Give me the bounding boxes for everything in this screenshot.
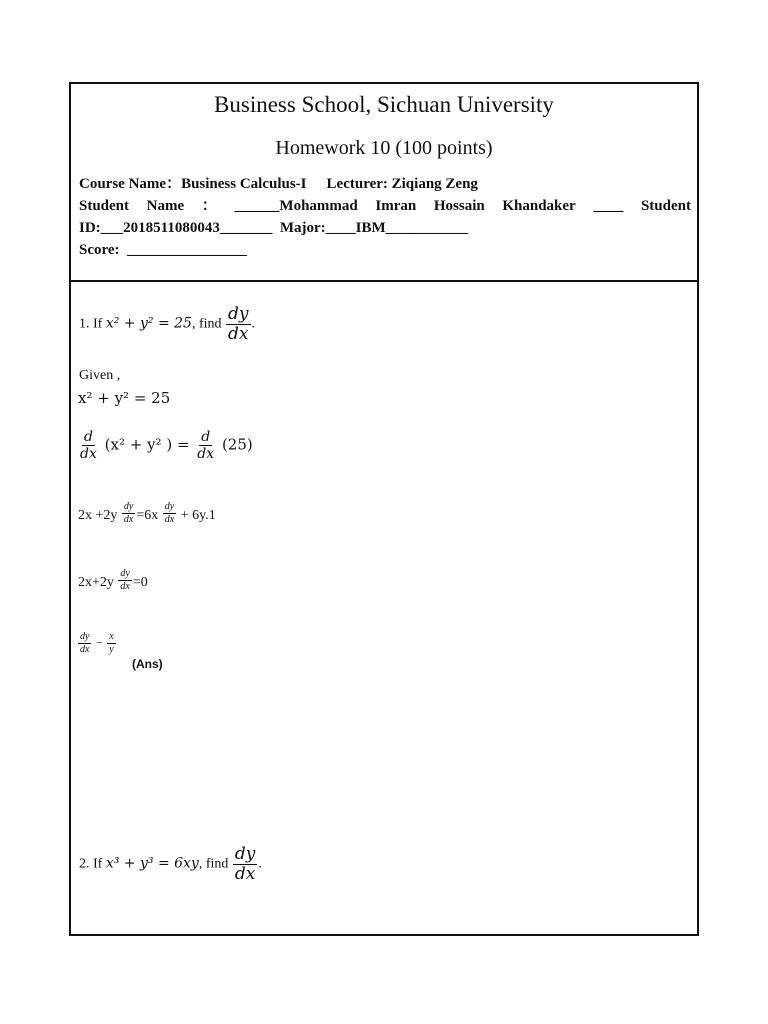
student-name-word: ______Mohammad [234,198,358,214]
lecturer-name: Lecturer: Ziqiang Zeng [326,176,478,192]
d-over-dx-right [195,430,216,461]
derivative-equation [77,430,253,461]
frac-denominator: dx [123,514,134,525]
step-2-frac-2 [163,502,176,525]
answer-minus: − [95,635,103,650]
d-over-dx-left [78,430,99,461]
question-2-derivative [233,846,258,883]
student-name-word: Student [79,198,130,214]
step-3-part-a: 2x+2y [78,575,114,590]
question-1-derivative [226,306,251,343]
frac-numerator: dy [80,631,90,642]
question-1-prefix: 1. If [79,316,103,332]
frac-numerator: dy [120,568,130,579]
given-label: Given , [79,368,121,383]
student-name-word: Imran [375,198,417,214]
question-2-equation: x³ + y³ = 6xy [105,855,199,872]
question-1 [79,306,255,343]
question-1-find: , find [191,316,222,332]
student-name-word: ： [201,198,217,214]
answer-line [77,632,117,655]
derivative-rhs: (25) [221,435,253,454]
question-1-period: . [251,316,255,332]
step-2-part-c: + 6y.1 [180,508,216,523]
student-name-word: Student [640,198,691,214]
frac-denominator: dx [228,324,249,344]
question-2-period: . [258,856,262,872]
frac-numerator: dy [123,501,134,512]
student-name-line [79,195,691,217]
student-id-line: ID:___2018511080043_______ Major:____IBM___________ [79,220,469,236]
course-line [79,173,691,195]
question-1-equation: x² + y² = 25 [105,315,192,332]
header-divider [71,280,697,282]
frac-denominator: dx [164,514,175,525]
student-name-word: Hossain [433,198,485,214]
frac-denominator: dx [120,581,130,592]
step-3 [78,569,148,592]
score-line: Score: ________________ [79,242,248,258]
given-equation: x² + y² = 25 [78,389,171,407]
frac-numerator: dy [228,304,249,324]
frac-numerator: x [109,631,114,642]
step-3-part-b: =0 [132,575,148,590]
frac-denominator: dx [197,446,215,462]
step-2-part-a: 2x +2y [78,508,118,523]
student-name-word: Name [146,198,185,214]
frac-denominator: dx [80,446,97,462]
homework-sheet [69,82,699,936]
frac-numerator: d [201,429,211,445]
frac-numerator: d [83,429,93,445]
answer-x-over-y [107,632,115,655]
frac-denominator: dx [80,644,90,655]
step-2 [78,502,216,525]
school-title: Business School, Sichuan University [214,92,554,117]
question-2 [79,846,262,883]
derivative-lhs: (x² + y² ) = [104,435,190,454]
frac-numerator: dy [164,501,175,512]
step-3-frac [118,569,131,592]
question-2-prefix: 2. If [79,856,103,872]
step-2-part-b: =6x [136,508,159,523]
answer-derivative [78,632,91,655]
step-2-frac-1 [122,502,135,525]
course-name: Course Name：Business Calculus-I [79,176,307,192]
answer-label: (Ans) [132,657,163,671]
frac-denominator: y [109,644,114,655]
frac-numerator: dy [234,844,256,864]
student-name-word: Khandaker [502,198,576,214]
frac-denominator: dx [234,864,256,884]
student-name-word: ____ [593,198,624,214]
homework-title: Homework 10 (100 points) [275,137,493,159]
question-2-find: , find [198,856,229,872]
